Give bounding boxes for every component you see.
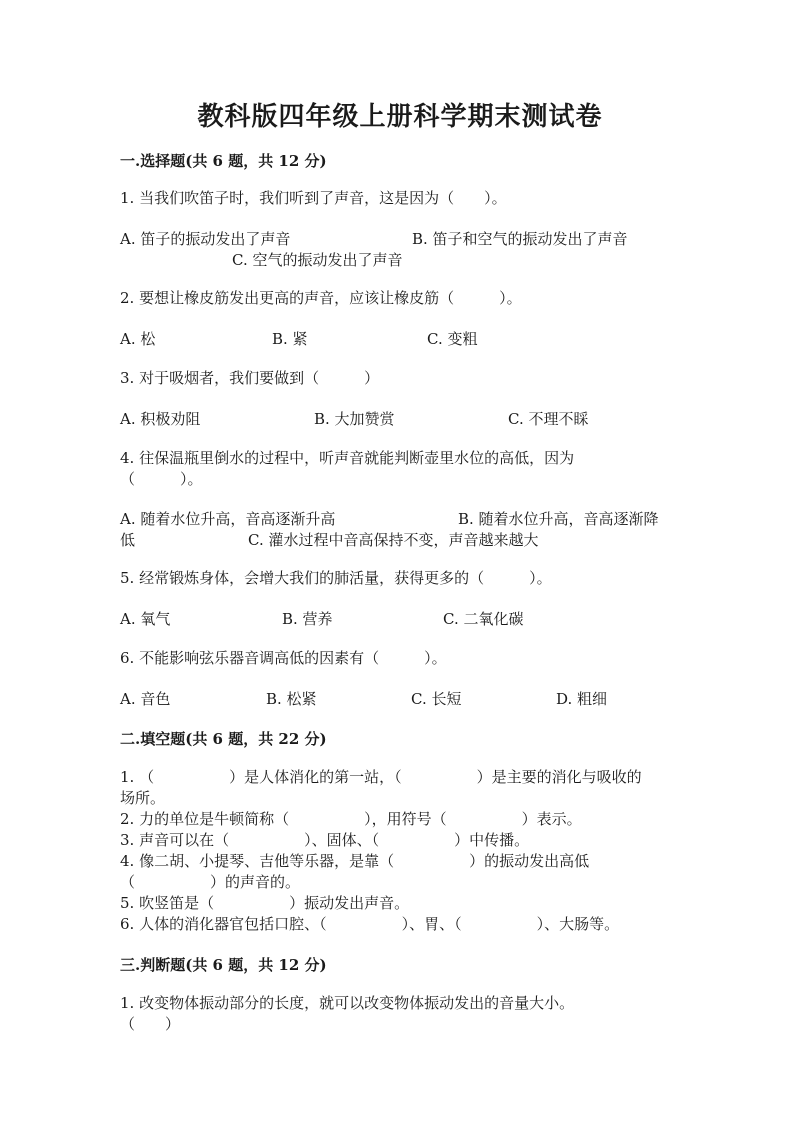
question-stem: 4. 往保温瓶里倒水的过程中，听声音就能判断壶里水位的高低，因为	[120, 449, 575, 467]
option-a: A. 松	[120, 330, 156, 348]
option-b: B. 大加赞赏	[314, 410, 395, 428]
option-b: B. 随着水位升高，音高逐渐降	[458, 510, 659, 528]
fill-in-line: 6. 人体的消化器官包括口腔、（ ）、胃、（ ）、大肠等。	[120, 915, 620, 933]
fill-in-line: 1. （ ）是人体消化的第一站，（ ）是主要的消化与吸收的	[120, 768, 642, 786]
question-stem: 1. 当我们吹笛子时，我们听到了声音，这是因为（ ）。	[120, 189, 507, 207]
fill-in-line: （ ）的声音的。	[120, 873, 301, 891]
question-stem-continued: （ ）。	[120, 470, 203, 488]
question-stem: 2. 要想让橡皮筋发出更高的声音，应该让橡皮筋（ ）。	[120, 289, 522, 307]
fill-in-line: 5. 吹竖笛是（ ）振动发出声音。	[120, 894, 410, 912]
option-a: A. 积极劝阻	[120, 410, 201, 428]
option-c: C. 灌水过程中音高保持不变，声音越来越大	[248, 531, 539, 549]
option-b: B. 松紧	[266, 690, 317, 708]
option-b: B. 笛子和空气的振动发出了声音	[412, 230, 628, 248]
exam-title: 教科版四年级上册科学期末测试卷	[197, 102, 603, 132]
option-c: C. 长短	[411, 690, 462, 708]
option-c: C. 二氧化碳	[443, 610, 524, 628]
question-stem: 6. 不能影响弦乐器音调高低的因素有（ ）。	[120, 649, 447, 667]
option-a: A. 音色	[120, 690, 171, 708]
option-c: C. 不理不睬	[508, 410, 589, 428]
fill-in-line: 2. 力的单位是牛顿简称（ ），用符号（ ）表示。	[120, 810, 582, 828]
option-d: D. 粗细	[556, 690, 608, 708]
section-heading-true-false: 三.判断题(共 6 题，共 12 分)	[120, 956, 327, 974]
section-heading-fill-in: 二.填空题(共 6 题，共 22 分)	[120, 730, 327, 748]
option-b: B. 营养	[282, 610, 333, 628]
option-c: C. 变粗	[427, 330, 478, 348]
option-a: A. 氧气	[120, 610, 171, 628]
option-c: C. 空气的振动发出了声音	[232, 251, 403, 269]
fill-in-line: 场所。	[120, 789, 166, 807]
option-b-continued: 低	[120, 531, 136, 549]
true-false-answer-blank: （ ）	[120, 1015, 181, 1033]
fill-in-line: 3. 声音可以在（ ）、固体、（ ）中传播。	[120, 831, 530, 849]
section-heading-choice: 一.选择题(共 6 题，共 12 分)	[120, 152, 327, 170]
true-false-line: 1. 改变物体振动部分的长度，就可以改变物体振动发出的音量大小。	[120, 994, 575, 1012]
question-stem: 5. 经常锻炼身体，会增大我们的肺活量，获得更多的（ ）。	[120, 569, 552, 587]
option-b: B. 紧	[272, 330, 308, 348]
fill-in-line: 4. 像二胡、小提琴、吉他等乐器，是靠（ ）的振动发出高低	[120, 852, 590, 870]
option-a: A. 随着水位升高，音高逐渐升高	[120, 510, 336, 528]
option-a: A. 笛子的振动发出了声音	[120, 230, 291, 248]
question-stem: 3. 对于吸烟者，我们要做到（ ）	[120, 369, 380, 387]
